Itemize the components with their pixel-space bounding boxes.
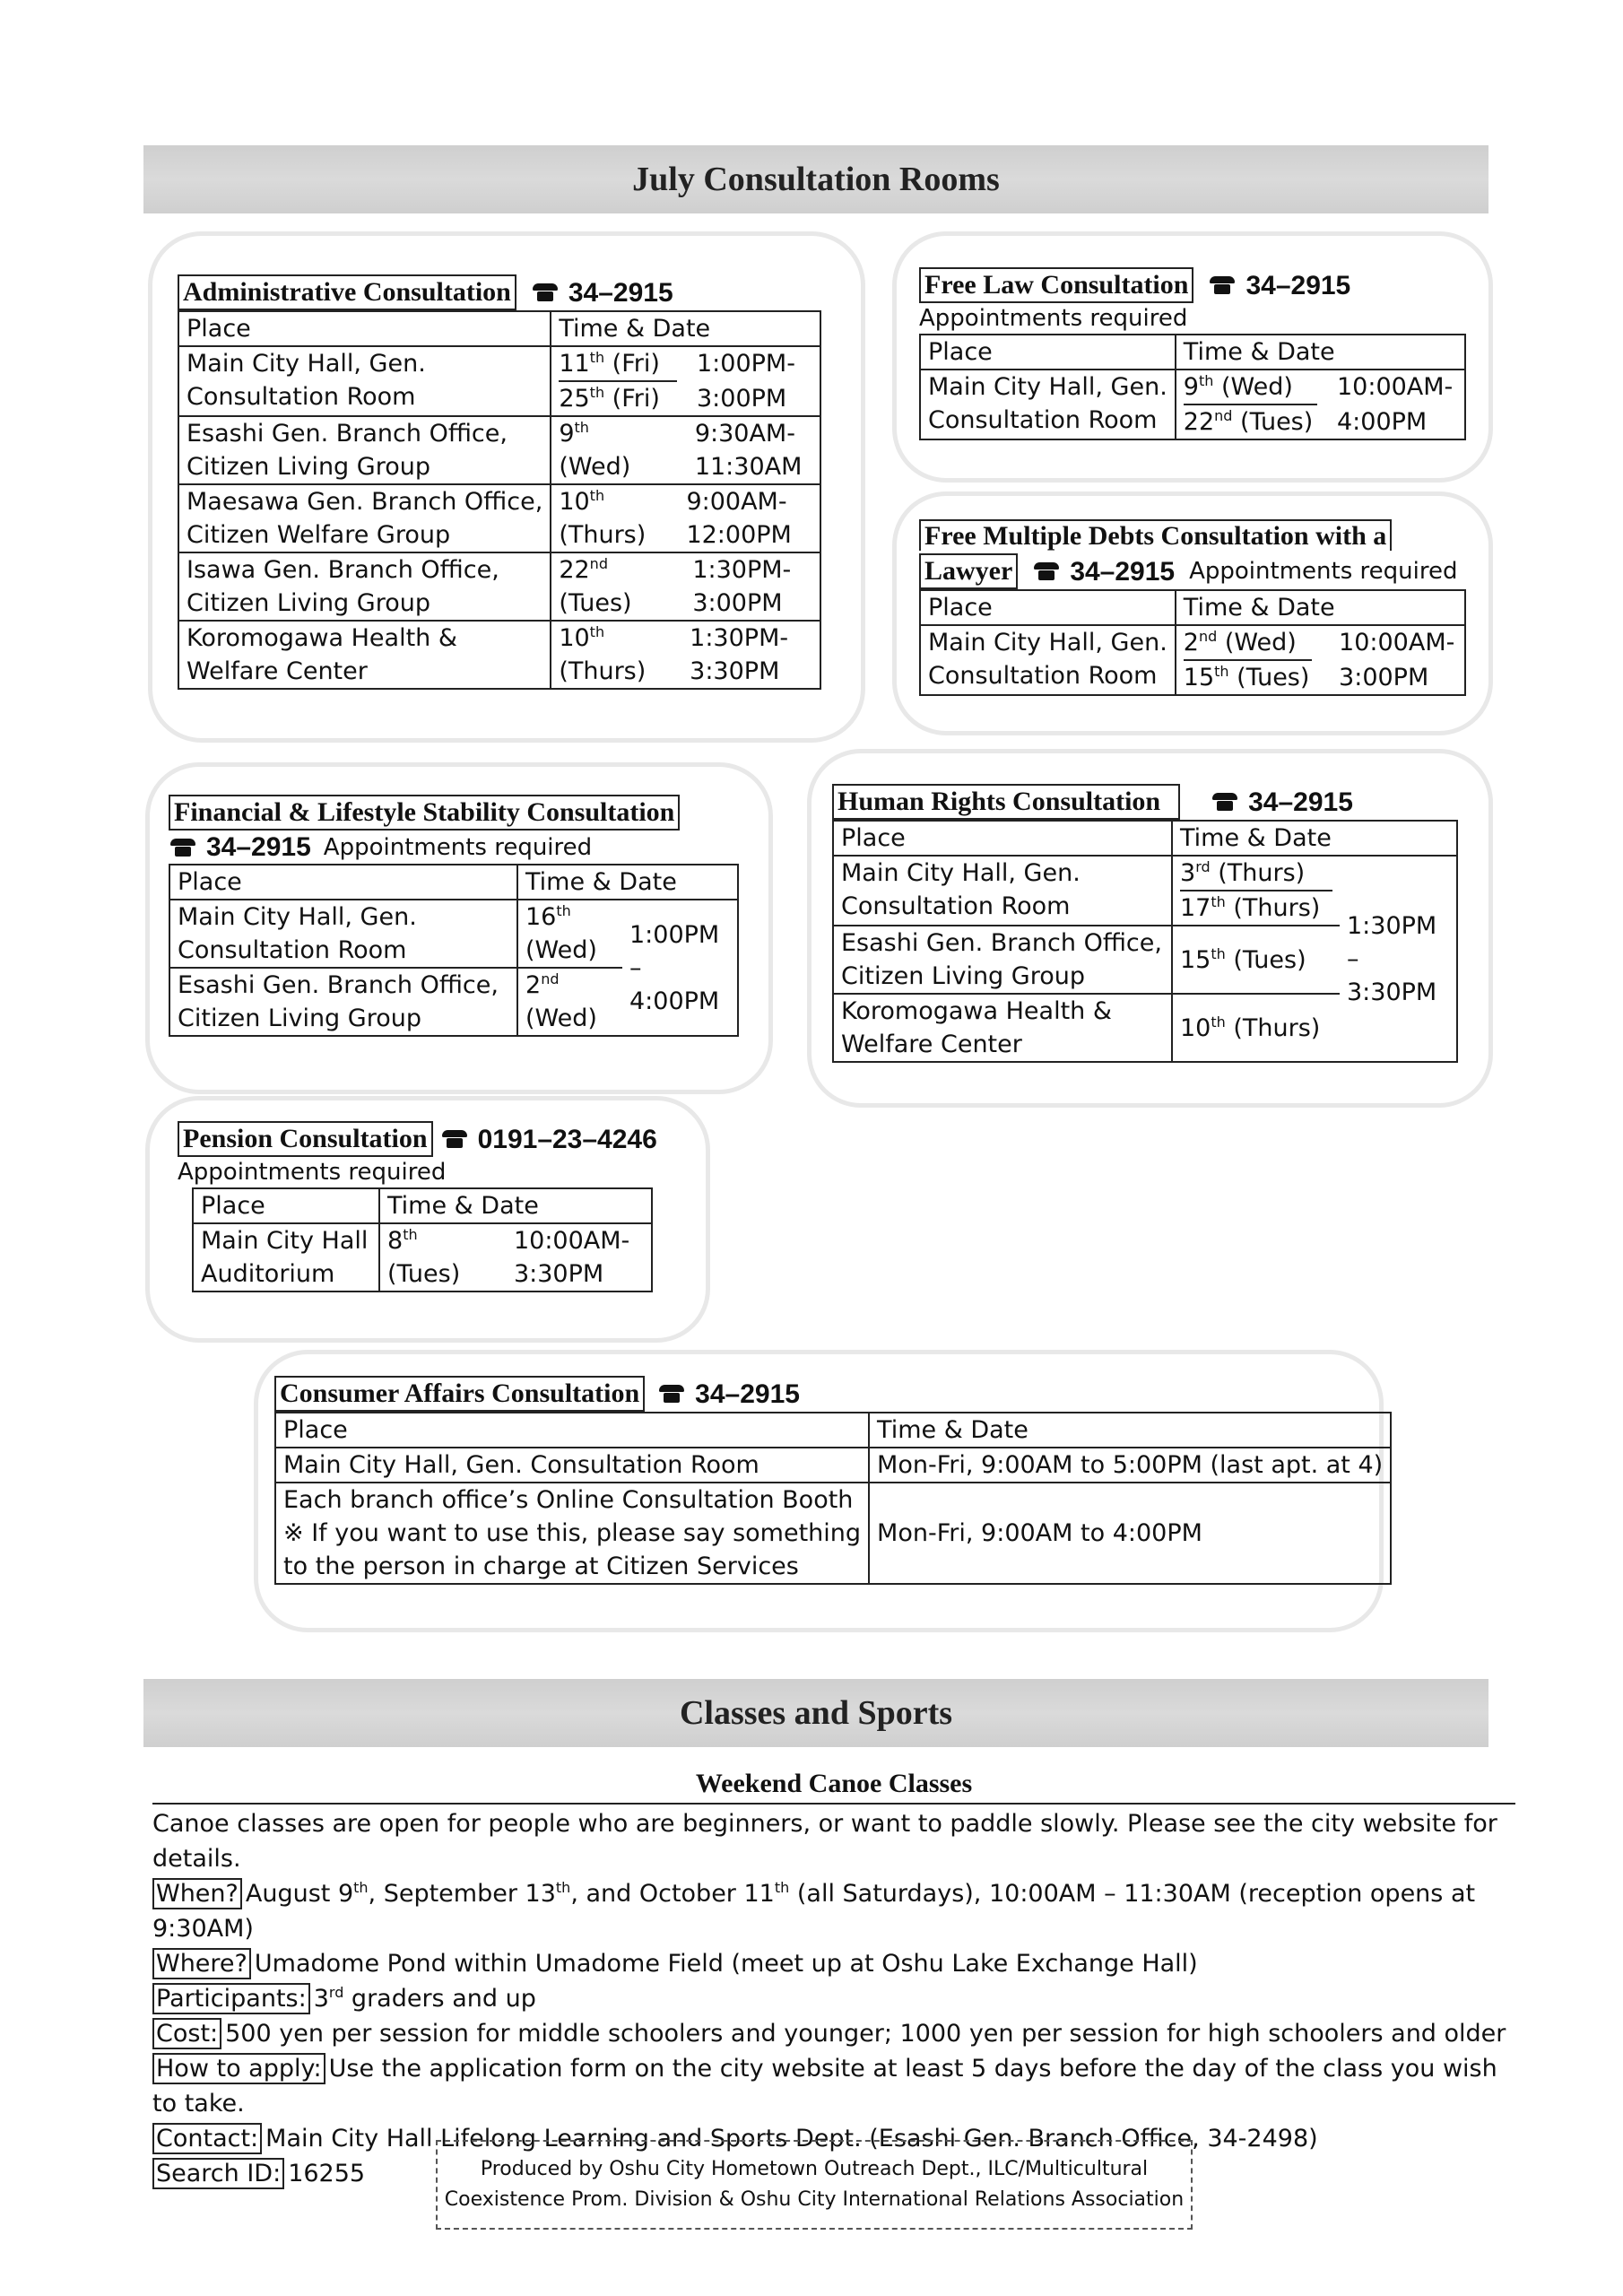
date-cell: 16th (Wed) — [517, 900, 622, 968]
phone-icon — [657, 1383, 686, 1405]
table-row — [920, 370, 1465, 439]
col-place: Place — [178, 311, 551, 346]
pension-note: Appointments required — [178, 1159, 447, 1186]
consumer-title: Consumer Affairs Consultation — [274, 1376, 645, 1412]
time-cell: 10th 9:00AM- (Thurs) 12:00PM — [551, 484, 820, 552]
place-cell: Main City Hall, Gen. Consultation Room — [833, 856, 1172, 926]
canoe-contact: Contact: Main City Hall Lifelong Learning and Sports Dept. (Esashi Gen. Branch Office, 34-2498) — [152, 2121, 1515, 2156]
place-cell: Main City Hall, Gen. Consultation Room — [275, 1448, 869, 1483]
table-header — [178, 311, 820, 346]
col-time: Time & Date — [551, 311, 820, 346]
date-cell: 3rd (Thurs) 17th (Thurs) — [1172, 856, 1340, 926]
admin-phone: 34–2915 — [531, 276, 673, 309]
rights-consultation — [832, 784, 1458, 1063]
financial-consultation — [169, 795, 739, 1037]
table-header: Place Time & Date — [833, 821, 1457, 856]
phone-icon — [531, 282, 560, 303]
pension-table — [192, 1187, 653, 1292]
canoe-classes — [152, 1767, 1515, 2191]
canoe-participants: Participants: 3rd graders and up — [152, 1981, 1515, 2016]
footer-line: Produced by Oshu City Hometown Outreach Dept., ILC/Multicultural — [480, 2158, 1149, 2180]
table-row — [920, 625, 1465, 695]
place-cell: Esashi Gen. Branch Office, Citizen Living Group — [169, 968, 517, 1036]
divider — [152, 1803, 1515, 1805]
admin-consultation — [178, 274, 821, 690]
financial-table — [169, 864, 739, 1037]
section-title: July Consultation Rooms — [632, 161, 1000, 198]
financial-phone: 34–2915 — [169, 831, 311, 864]
financial-title: Financial & Lifestyle Stability Consultation — [169, 795, 680, 831]
debts-table — [919, 589, 1466, 696]
place-cell: Main City Hall Auditorium — [193, 1223, 379, 1292]
phone-icon — [440, 1128, 469, 1150]
canoe-title: Weekend Canoe Classes — [695, 1769, 973, 1798]
table-row — [833, 856, 1457, 926]
pension-phone: 0191–23–4246 — [440, 1123, 657, 1156]
debts-phone: 34–2915 — [1032, 555, 1175, 588]
table-header: Place Time & Date — [193, 1188, 652, 1223]
time-range: 1:00PM – 4:00PM — [622, 900, 738, 1036]
table-header: Place Time & Date — [169, 865, 738, 900]
time-cell: 10th 1:30PM- (Thurs) 3:30PM — [551, 621, 820, 689]
pension-consultation — [178, 1121, 657, 1292]
time-cell: 9th (Wed) 10:00AM- 22nd (Tues) 4:00PM — [1176, 370, 1465, 439]
phone-icon — [1032, 561, 1061, 582]
rights-title: Human Rights Consultation — [832, 784, 1180, 820]
canoe-cost: Cost: 500 yen per session for middle schoolers and younger; 1000 yen per session for high schoolers and older — [152, 2016, 1515, 2051]
financial-note: Appointments required — [323, 833, 593, 861]
canoe-apply: How to apply: Use the application form on the city website at least 5 days before the day of the class you wish to take. — [152, 2055, 1497, 2118]
section-title: Classes and Sports — [679, 1694, 953, 1732]
time-cell: 9th 9:30AM- (Wed) 11:30AM — [551, 416, 820, 484]
place-cell: Main City Hall, Gen. Consultation Room — [169, 900, 517, 968]
table-row — [178, 552, 820, 621]
time-range: 1:30PM – 3:30PM — [1340, 856, 1457, 1062]
canoe-search-id: Search ID: 16255 — [152, 2156, 1515, 2191]
debts-title: Free Multiple Debts Consultation with a — [919, 519, 1392, 551]
time-cell: Mon-Fri, 9:00AM to 4:00PM — [869, 1483, 1391, 1584]
place-cell: Koromogawa Health & Welfare Center — [833, 994, 1172, 1062]
footer-credits — [436, 2140, 1193, 2230]
phone-icon — [169, 837, 197, 858]
debts-consultation — [919, 520, 1466, 696]
place-cell: Main City Hall, Gen. Consultation Room — [920, 370, 1176, 439]
date-cell: 15th (Tues) — [1172, 926, 1340, 994]
time-cell: 11th (Fri) 1:00PM- 25th (Fri) 3:00PM — [551, 346, 820, 416]
place-cell: Isawa Gen. Branch Office, Citizen Living Group — [178, 552, 551, 621]
place-cell: Koromogawa Health & Welfare Center — [178, 621, 551, 689]
table-header: Place Time & Date — [275, 1413, 1391, 1448]
place-cell: Esashi Gen. Branch Office, Citizen Living Group — [178, 416, 551, 484]
table-row — [178, 621, 820, 689]
table-row — [193, 1223, 652, 1292]
time-cell: 2nd (Wed) 10:00AM- 15th (Tues) 3:00PM — [1176, 625, 1465, 695]
canoe-where: Where? Umadome Pond within Umadome Field (meet up at Oshu Lake Exchange Hall) — [152, 1946, 1515, 1981]
date-cell: 2nd (Wed) — [517, 968, 622, 1036]
date-cell: 10th (Thurs) — [1172, 994, 1340, 1062]
freelaw-title: Free Law Consultation — [919, 267, 1193, 303]
consumer-phone: 34–2915 — [657, 1378, 800, 1411]
place-cell: Esashi Gen. Branch Office, Citizen Living Group — [833, 926, 1172, 994]
section-banner-classes — [143, 1679, 1488, 1747]
consumer-table — [274, 1412, 1392, 1585]
place-cell: Each branch office’s Online Consultation Booth ※ If you want to use this, please say something to the person in charge at Citizen Services — [275, 1483, 869, 1584]
admin-table — [178, 310, 821, 690]
freelaw-note: Appointments required — [919, 305, 1188, 332]
debts-note: Appointments required — [1189, 558, 1458, 585]
table-header: Place Time & Date — [920, 335, 1465, 370]
pension-title: Pension Consultation — [178, 1121, 433, 1157]
table-header: Place Time & Date — [920, 590, 1465, 625]
debts-title-block: Free Multiple Debts Consultation with a Lawyer 34–2915 Appointments required — [919, 520, 1457, 589]
phone-icon — [1208, 274, 1237, 296]
time-cell: 8th 10:00AM- (Tues) 3:30PM — [379, 1223, 652, 1292]
table-row — [178, 484, 820, 552]
time-cell: Mon-Fri, 9:00AM to 5:00PM (last apt. at 4) — [869, 1448, 1391, 1483]
consumer-consultation — [274, 1376, 1392, 1585]
freelaw-phone: 34–2915 — [1208, 269, 1350, 302]
table-row — [178, 416, 820, 484]
table-row — [275, 1448, 1391, 1483]
freelaw-table — [919, 334, 1466, 440]
admin-title: Administrative Consultation — [178, 274, 516, 310]
table-row — [178, 346, 820, 416]
place-cell: Main City Hall, Gen. Consultation Room — [178, 346, 551, 416]
phone-icon — [1211, 791, 1239, 813]
table-row — [169, 900, 738, 968]
rights-table — [832, 820, 1458, 1063]
rights-phone: 34–2915 — [1211, 786, 1353, 819]
canoe-when: When? August 9th, September 13th, and October 11th (all Saturdays), 10:00AM – 11:30AM (reception opens at 9:30AM) — [152, 1879, 1476, 1943]
section-banner-consultation — [143, 145, 1488, 213]
freelaw-consultation — [919, 267, 1466, 440]
place-cell: Maesawa Gen. Branch Office, Citizen Welfare Group — [178, 484, 551, 552]
canoe-intro: Canoe classes are open for people who are beginners, or want to paddle slowly. Please see the city website for details. — [152, 1810, 1497, 1873]
time-cell: 22nd 1:30PM- (Tues) 3:00PM — [551, 552, 820, 621]
place-cell: Main City Hall, Gen. Consultation Room — [920, 625, 1176, 695]
table-row — [275, 1483, 1391, 1584]
footer-line: Coexistence Prom. Division & Oshu City International Relations Association — [444, 2188, 1185, 2211]
